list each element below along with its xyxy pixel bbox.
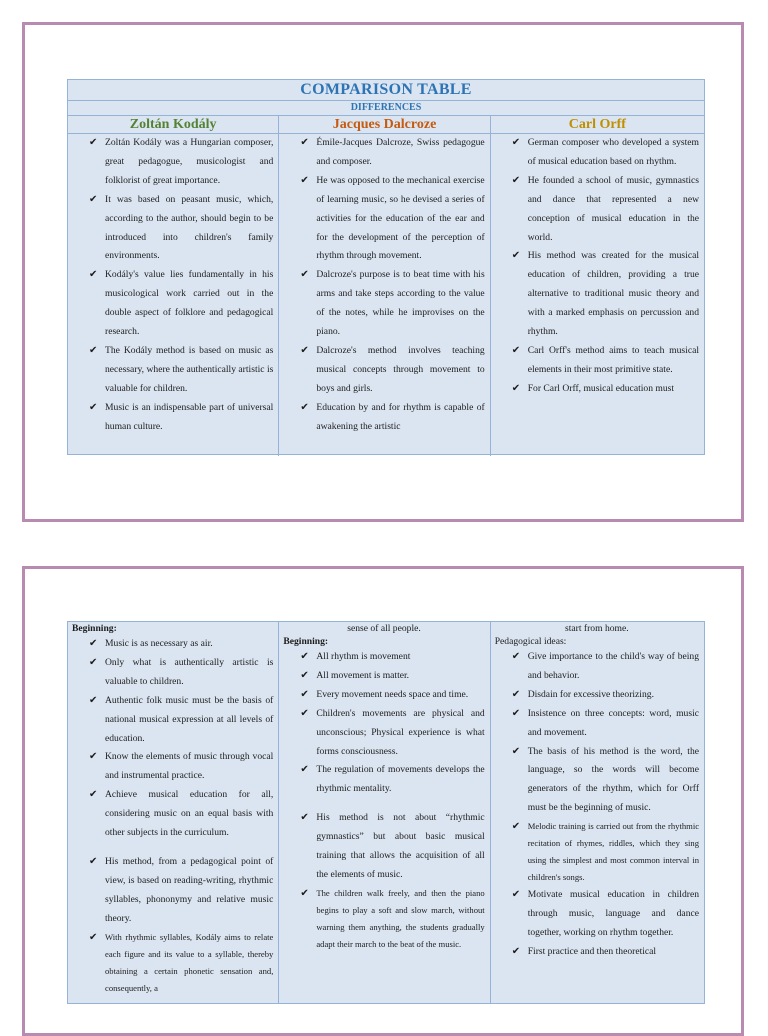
bullet-item	[283, 667, 484, 686]
bullet-text: German composer who developed a system of musical education based on rhythm.	[527, 137, 700, 167]
bullet-item	[495, 648, 699, 686]
table-body	[68, 134, 704, 456]
bullet-text: All movement is matter.	[316, 669, 410, 681]
bullet-text: Only what is authentically artistic is valuable to children.	[105, 656, 274, 687]
section-label: Pedagogical ideas:	[494, 636, 567, 647]
checkmark-icon: ✔	[300, 887, 309, 899]
checkmark-icon: ✔	[89, 789, 98, 801]
bullet-text: Music is as necessary as air.	[105, 638, 213, 649]
bullet-text: All rhythm is movement	[316, 651, 411, 662]
bullet-text: Education by and for rhythm is capable of awakening the artistic	[316, 401, 485, 432]
table-title: COMPARISON TABLE	[68, 80, 704, 101]
bullet-item	[283, 686, 484, 705]
checkmark-icon: ✔	[511, 745, 521, 757]
header-dalcroze: Jacques Dalcroze	[279, 116, 490, 133]
bullet-item	[72, 654, 273, 692]
checkmark-icon: ✔	[89, 269, 98, 281]
header-kodaly: Zoltán Kodály	[68, 116, 279, 133]
bullet-text: Carl Orff's method aims to teach musical elements in their most primitive state.	[527, 344, 700, 375]
bullet-text: Know the elements of music through vocal and instrumental practice.	[105, 751, 274, 782]
bullet-item	[72, 342, 273, 399]
bullet-text: He founded a school of music, gymnastics and dance that represented a new conception of musical education in the world.	[527, 174, 700, 243]
bullet-item	[72, 635, 273, 654]
bullet-text: For Carl Orff, musical education must	[527, 382, 675, 394]
checkmark-icon: ✔	[300, 688, 309, 700]
bullet-text: His method, from a pedagogical point of view, is based on reading-writing, rhythmic syllables, phononymy and relative music theory.	[105, 855, 274, 924]
bullet-item	[72, 692, 273, 749]
checkmark-icon: ✔	[89, 401, 98, 413]
checkmark-icon: ✔	[300, 669, 309, 681]
checkmark-icon: ✔	[300, 137, 309, 148]
column-orff	[491, 134, 704, 456]
checkmark-icon: ✔	[511, 382, 521, 394]
checkmark-icon: ✔	[511, 344, 521, 356]
bullet-item	[72, 748, 273, 786]
bullet-text: Music is an indispensable part of universal human culture.	[105, 401, 274, 432]
bullet-item	[72, 266, 273, 342]
bullet-text: His method was created for the musical education of children, providing a true alternative to traditional music theory and with a marked emphasis on percussion and rhythm.	[527, 250, 700, 338]
bullet-item	[72, 786, 273, 843]
bullet-text: Every movement needs space and time.	[316, 688, 469, 700]
bullet-text: The children walk freely, and then the piano begins to play a soft and slow march, without warning them anything, the students gradually adapt their march to the beat of the music.	[316, 887, 485, 949]
checkmark-icon: ✔	[511, 889, 521, 901]
bullet-item	[283, 342, 484, 399]
checkmark-icon: ✔	[89, 656, 98, 668]
bullet-text: Authentic folk music must be the basis of national musical expression at all levels of education.	[105, 694, 274, 744]
checkmark-icon: ✔	[511, 651, 521, 662]
bullet-item	[495, 342, 699, 380]
checkmark-icon: ✔	[300, 707, 309, 719]
checkmark-icon: ✔	[89, 694, 98, 706]
checkmark-icon: ✔	[89, 751, 98, 763]
bullet-item	[283, 648, 484, 667]
column-dalcroze	[279, 134, 490, 456]
bullet-item	[283, 809, 484, 885]
bullet-item	[495, 134, 699, 172]
bullet-text: The basis of his method is the word, the language, so the words will become generators of the rhythm, which for Orff must be the beginning of music.	[527, 745, 700, 814]
checkmark-icon: ✔	[300, 651, 309, 662]
column-dalcroze	[279, 622, 490, 1003]
checkmark-icon: ✔	[511, 174, 521, 186]
checkmark-icon: ✔	[300, 764, 309, 776]
bullet-text: It was based on peasant music, which, according to the author, should begin to be introduced into children's family environments.	[105, 193, 274, 262]
bullet-item	[495, 743, 699, 819]
checkmark-icon: ✔	[511, 250, 521, 262]
bullet-text: Dalcroze's method involves teaching musical concepts through movement to boys and girls.	[316, 344, 485, 394]
checkmark-icon: ✔	[300, 269, 309, 281]
bullet-item	[72, 191, 273, 267]
table-subtitle: DIFFERENCES	[68, 101, 704, 116]
bullet-item	[72, 399, 273, 437]
header-orff: Carl Orff	[568, 117, 626, 132]
bullet-text: Children's movements are physical and unconscious; Physical experience is what forms consciousness.	[316, 707, 485, 757]
checkmark-icon: ✔	[300, 812, 309, 824]
checkmark-icon: ✔	[89, 344, 98, 356]
checkmark-icon: ✔	[89, 855, 98, 867]
checkmark-icon: ✔	[511, 945, 521, 957]
bullet-item	[72, 853, 273, 929]
bullet-item	[283, 172, 484, 267]
checkmark-icon: ✔	[89, 137, 98, 148]
bullet-item	[495, 247, 699, 342]
document-page-2	[22, 566, 744, 1036]
continued-text: start from home.	[565, 623, 629, 634]
bullet-text: His method is not about “rhythmic gymnastics” but about basic musical training that allows the acquisition of all the elements of music.	[316, 812, 485, 880]
document-page-1	[22, 22, 744, 522]
checkmark-icon: ✔	[300, 174, 309, 186]
bullet-text: The Kodály method is based on music as necessary, where the authentically artistic is valuable for children.	[105, 344, 274, 394]
checkmark-icon: ✔	[511, 137, 521, 148]
bullet-text: Kodály's value lies fundamentally in his musicological work carried out in the double aspect of folklore and pedagogical research.	[105, 269, 274, 338]
bullet-item	[283, 705, 484, 762]
checkmark-icon: ✔	[89, 638, 98, 649]
bullet-item	[72, 929, 273, 997]
column-headers	[68, 116, 704, 134]
section-label: Beginning:	[283, 636, 329, 647]
bullet-text: With rhythmic syllables, Kodály aims to relate each figure and its value to a syllable, thereby obtaining a certain phonetic sensation and, consequently, a	[105, 931, 274, 993]
checkmark-icon: ✔	[511, 821, 521, 833]
bullet-item	[495, 705, 699, 743]
checkmark-icon: ✔	[511, 688, 521, 700]
bullet-text: Disdain for excessive theorizing.	[527, 688, 654, 700]
comparison-table	[67, 79, 705, 455]
bullet-text: Émile-Jacques Dalcroze, Swiss pedagogue and composer.	[316, 137, 485, 167]
checkmark-icon: ✔	[300, 401, 309, 413]
bullet-item	[495, 686, 699, 705]
bullet-text: Motivate musical education in children through music, language and dance together, working on rhythm together.	[527, 889, 700, 938]
comparison-table-continued	[67, 621, 705, 1004]
bullet-item	[72, 134, 273, 191]
bullet-text: Zoltán Kodály was a Hungarian composer, great pedagogue, musicologist and folklorist of great importance.	[105, 137, 274, 186]
bullet-text: The regulation of movements develops the rhythmic mentality.	[316, 764, 485, 795]
bullet-item	[283, 266, 484, 342]
continued-text: sense of all people.	[347, 623, 421, 634]
bullet-text: Give importance to the child's way of being and behavior.	[527, 651, 700, 681]
checkmark-icon: ✔	[300, 344, 309, 356]
column-kodaly	[68, 134, 279, 456]
bullet-item	[283, 134, 484, 172]
bullet-item	[283, 885, 484, 953]
bullet-item	[495, 886, 699, 943]
checkmark-icon: ✔	[511, 707, 521, 719]
bullet-item	[495, 818, 699, 886]
section-label: Beginning:	[72, 623, 117, 634]
bullet-text: First practice and then theoretical	[527, 945, 657, 957]
checkmark-icon: ✔	[89, 931, 98, 943]
bullet-text: Dalcroze's purpose is to beat time with his arms and take steps according to the value of the notes, while he improvises on the piano.	[316, 269, 485, 338]
bullet-text: Achieve musical education for all, considering music on an equal basis with other subjects in the curriculum.	[105, 789, 274, 839]
checkmark-icon: ✔	[89, 193, 98, 205]
table-body	[68, 622, 704, 1003]
bullet-item	[283, 399, 484, 437]
column-orff	[491, 622, 704, 1003]
bullet-text: He was opposed to the mechanical exercise of learning music, so he devised a series of activities for the education of the ear and for the development of the perception of rhythm through movement.	[316, 174, 485, 262]
column-kodaly	[68, 622, 279, 1003]
bullet-text: Melodic training is carried out from the rhythmic recitation of rhymes, riddles, which they sing using the simplest and most common interval in children's songs.	[527, 821, 700, 883]
bullet-text: Insistence on three concepts: word, music and movement.	[527, 707, 700, 738]
bullet-item	[495, 172, 699, 248]
bullet-item	[495, 380, 699, 399]
bullet-item	[283, 761, 484, 799]
bullet-item	[495, 943, 699, 962]
